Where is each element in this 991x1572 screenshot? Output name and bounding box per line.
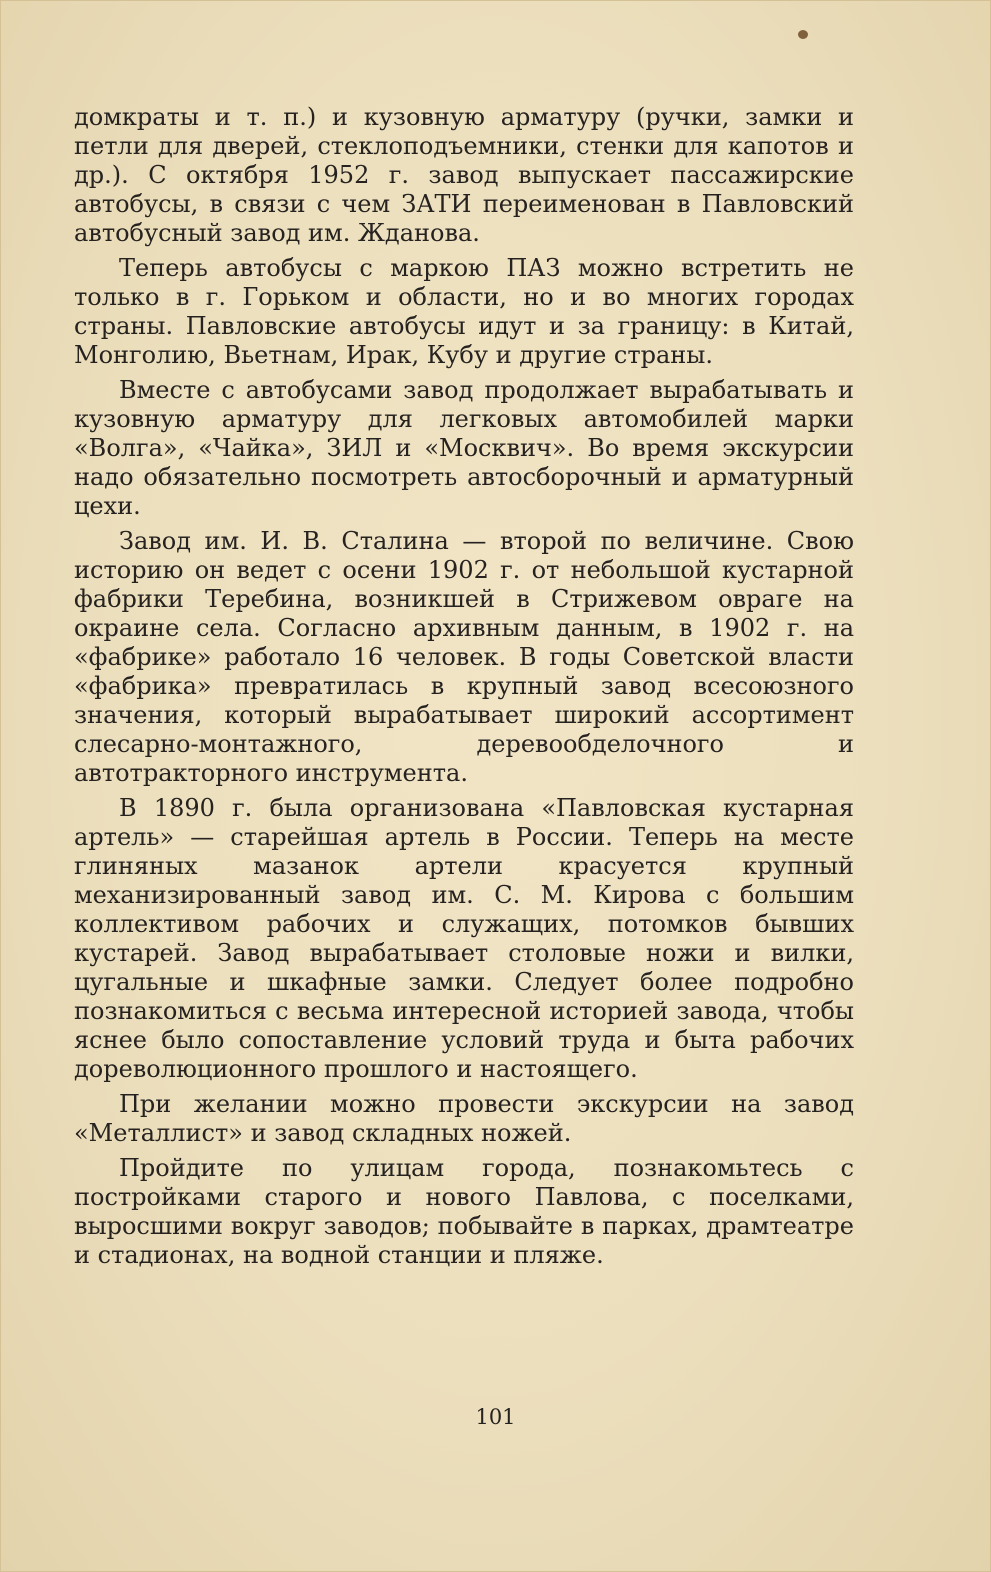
body-text (74, 103, 854, 1276)
paragraph-7: Пройдите по улицам города, познакомьтесь с постройками старого и нового Павлова, с поселками, выросшими вокруг заводов; побывайте в парках, драмтеатре и стадионах, на водной станции и пляже. (74, 1154, 854, 1269)
paper-stain (798, 30, 808, 39)
paragraph-4: Завод им. И. В. Сталина — второй по величине. Свою историю он ведет с осени 1902 г. от небольшой кустарной фабрики Теребина, возникшей в Стрижевом овраге на окраине села. Согласно архивным данным, в 1902 г. на «фабрике» работало 16 человек. В годы Советской власти «фабрика» превратилась в крупный завод всесоюзного значения, который вырабатывает широкий ассортимент слесарно-монтажного, деревообделочного и автотракторного инструмента. (74, 527, 854, 787)
paragraph-6: При желании можно провести экскурсии на завод «Металлист» и завод складных ножей. (74, 1090, 854, 1147)
page-number: 101 (475, 1405, 516, 1429)
paragraph-5: В 1890 г. была организована «Павловская кустарная артель» — старейшая артель в России. Теперь на месте глиняных мазанок артели красуется крупный механизированный завод им. С. М. Кирова с большим коллективом рабочих и служащих, потомков бывших кустарей. Завод вырабатывает столовые ножи и вилки, цугальные и шкафные замки. Следует более подробно познакомиться с весьма интересной историей завода, чтобы яснее было сопоставление условий труда и быта рабочих дореволюционного прошлого и настоящего. (74, 794, 854, 1083)
paragraph-3: Вместе с автобусами завод продолжает вырабатывать и кузовную арматуру для легковых автомобилей марки «Волга», «Чайка», ЗИЛ и «Москвич». Во время экскурсии надо обязательно посмотреть автосборочный и арматурный цехи. (74, 376, 854, 520)
paragraph-2: Теперь автобусы с маркою ПАЗ можно встретить не только в г. Горьком и области, но и во многих городах страны. Павловские автобусы идут и за границу: в Китай, Монголию, Вьетнам, Ирак, Кубу и другие страны. (74, 254, 854, 369)
paragraph-1: домкраты и т. п.) и кузовную арматуру (ручки, замки и петли для дверей, стеклоподъемники, стенки для капотов и др.). С октября 1952 г. завод выпускает пассажирские автобусы, в связи с чем ЗАТИ переименован в Павловский автобусный завод им. Жданова. (74, 103, 854, 247)
